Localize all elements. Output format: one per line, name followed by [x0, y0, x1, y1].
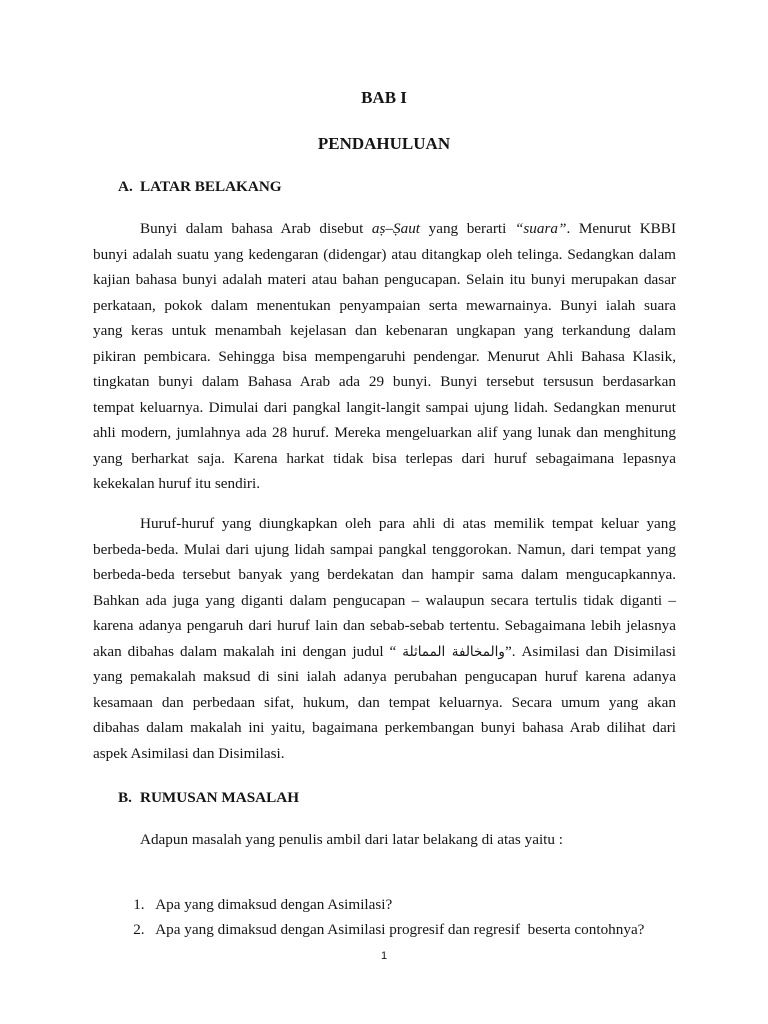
paragraph-1: [93, 216, 676, 497]
list-item-text: Apa yang dimaksud dengan Asimilasi?: [155, 896, 393, 913]
list-item: [118, 897, 645, 938]
paragraph-line: bunyi adalah suatu yang kedengaran (didengar) atau ditangkap oleh telinga. Sedangkan dalam: [93, 245, 676, 263]
paragraph-line: tingkatan bunyi dalam Bahasa Arab ada 29 bunyi. Bunyi tersebut tersusun berdasarkan: [93, 373, 676, 390]
page-number: 1: [380, 950, 388, 962]
problem-intro: Adapun masalah yang penulis ambil dari latar belakang di atas yaitu :: [140, 831, 564, 848]
section-marker: A.: [118, 178, 133, 195]
paragraph-line: aspek Asimilasi dan Disimilasi.: [93, 744, 285, 762]
italic-meaning: “suara”: [514, 220, 567, 237]
arabic-title: والمخالفة المماثلة: [402, 643, 505, 660]
paragraph-line: Bahkan ada juga yang diganti dalam pengucapan – walaupun secara tertulis tidak diganti –: [93, 591, 676, 609]
paragraph-2: [93, 511, 676, 766]
section-marker: B.: [118, 789, 132, 806]
line-text: . Menurut KBBI: [566, 220, 676, 237]
paragraph-line: kekekalan huruf itu sendiri.: [93, 475, 261, 492]
list-number: 1.: [133, 896, 145, 913]
paragraph-line: Huruf-huruf yang diungkapkan oleh para ahli di atas memilik tempat keluar yang: [140, 515, 676, 532]
paragraph-line: perkataan, pokok dalam menentukan penyampaian serta mewarnainya. Bunyi ialah suara: [93, 296, 676, 314]
paragraph-line: berbeda-beda. Mulai dari ujung lidah sampai pangkal tenggorokan. Namun, dari tempat yang: [93, 540, 676, 558]
list-item: [118, 872, 393, 913]
line-text: ”. Asimilasi dan Disimilasi: [504, 642, 676, 660]
section-b-heading: [118, 787, 299, 809]
paragraph-line: kajian bahasa bunyi adalah materi atau bahan pengucapan. Selain itu bunyi merupakan dasar: [93, 271, 676, 288]
italic-term: aṣ–Ṣaut: [371, 220, 421, 237]
line-text: akan dibahas dalam makalah ini dengan judul “: [93, 642, 403, 660]
paragraph-line: [93, 639, 676, 665]
paragraph-line: [93, 216, 676, 242]
paragraph-line: yang keras untuk menambah kejelasan dan kebenaran ungkapan yang terkandung dalam: [93, 322, 676, 339]
paragraph-line: yang berharkat saja. Karena harkat tidak bisa terlepas dari huruf sebagaimana lepasnya: [93, 449, 676, 467]
line-text: Bunyi dalam bahasa Arab disebut: [140, 220, 372, 237]
chapter-label: BAB I: [361, 88, 407, 107]
paragraph-line: ahli modern, jumlahnya ada 28 huruf. Mereka mengeluarkan alif yang lunak dan menghitung: [93, 424, 676, 441]
line-text: yang berarti: [420, 220, 515, 237]
list-item-text: Apa yang dimaksud dengan Asimilasi progresif dan regresif beserta contohnya?: [155, 921, 645, 938]
paragraph-line: tempat keluarnya. Dimulai dari pangkal langit-langit sampai ujung lidah. Sedangkan menurut: [93, 398, 676, 416]
paragraph-line: pikiran pembicara. Sehingga bisa mempengaruhi pendengar. Menurut Ahli Bahasa Klasik,: [93, 347, 676, 365]
section-heading-text: RUMUSAN MASALAH: [140, 789, 300, 806]
paragraph-line: dibahas dalam makalah ini yaitu, bagaimana perkembangan bunyi bahasa Arab dilihat dari: [93, 719, 676, 736]
section-heading-text: LATAR BELAKANG: [140, 178, 282, 195]
section-a-heading: [118, 176, 282, 198]
chapter-title: PENDAHULUAN: [317, 134, 451, 153]
paragraph-line: berbeda-beda tersebut banyak yang berdekatan dan hampir sama dalam mengucapkannya.: [93, 566, 676, 583]
paragraph-line: karena adanya pengaruh dari huruf lain dan sebab-sebab tertentu. Sebagaimana lebih jelasnya: [93, 617, 676, 634]
paragraph-line: yang pemakalah maksud di sini ialah adanya perubahan pengucapan huruf karena adanya: [93, 668, 676, 685]
list-number: 2.: [133, 921, 145, 938]
paragraph-line: kesamaan dan perbedaan sifat, hukum, dan tempat keluarnya. Secara umum yang akan: [93, 693, 676, 711]
